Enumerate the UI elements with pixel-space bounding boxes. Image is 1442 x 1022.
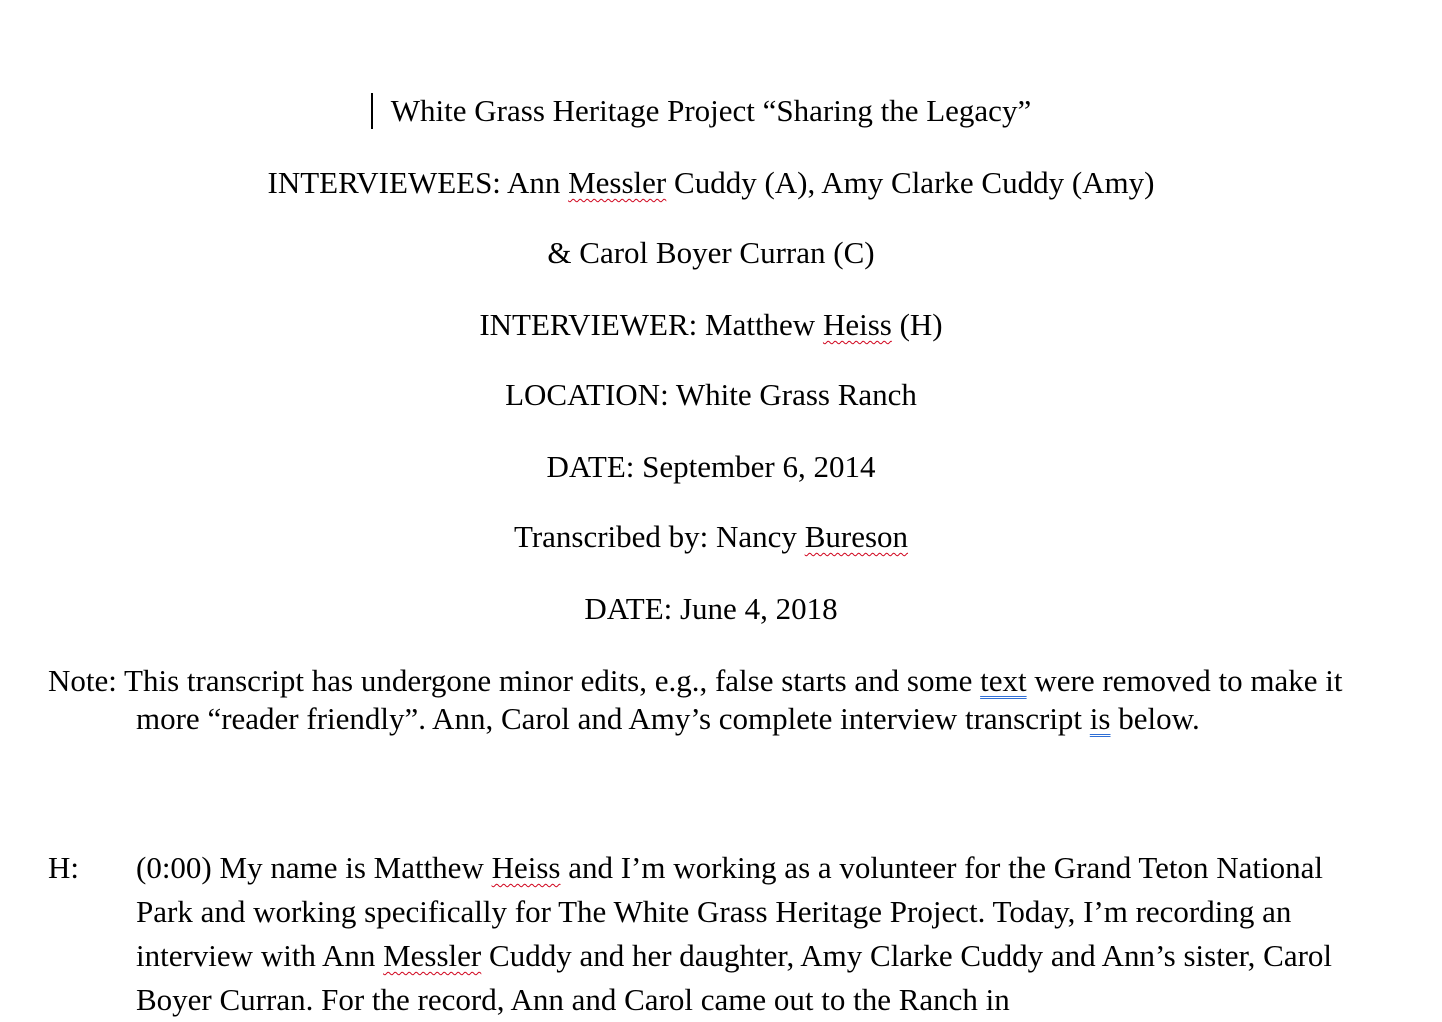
interviewer-text: INTERVIEWER: Matthew	[479, 307, 823, 342]
editing-note	[48, 662, 1348, 738]
interviewees-text-end: Cuddy (A), Amy Clarke Cuddy (Amy)	[666, 165, 1155, 200]
transcribed-date-text: DATE: June 4, 2018	[584, 591, 838, 626]
transcript-text-1: (0:00) My name is Matthew	[136, 850, 492, 885]
grammar-flag-text[interactable]: text	[980, 663, 1027, 698]
speaker-label: H:	[48, 850, 79, 885]
location-text: LOCATION: White Grass Ranch	[505, 377, 917, 412]
note-text-2: were removed to make it more “reader friendly”. Ann, Carol and Amy’s complete interview transcript	[136, 663, 1343, 736]
transcript-paragraph	[136, 846, 1351, 1022]
spelling-flag-heiss[interactable]: Heiss	[822, 307, 892, 342]
transcript-text-3: Cuddy and her daughter, Amy Clarke Cuddy and Ann’s sister, Carol Boyer Curran. For the record, Ann and Carol came out to the Ranch in	[136, 938, 1333, 1017]
spelling-flag-messler[interactable]: Messler	[568, 165, 667, 200]
spelling-flag-heiss-body[interactable]: Heiss	[491, 850, 561, 885]
transcript-text-2: and I’m working as a volunteer for the Grand Teton National Park and working specifically for The White Grass Heritage Project. Today, I’m recording an interview with Ann	[136, 850, 1324, 973]
document-title	[0, 93, 1422, 129]
interviewer-text-end: (H)	[891, 307, 943, 342]
interviewees-text: INTERVIEWEES: Ann	[267, 165, 569, 200]
location-line	[0, 377, 1422, 413]
transcribed-by-line	[0, 519, 1422, 555]
interviewer-line	[0, 307, 1422, 343]
interviewees-line	[0, 165, 1422, 201]
transcribed-date-line	[0, 591, 1422, 627]
interviewees-line2-text: & Carol Boyer Curran (C)	[547, 235, 875, 270]
transcribed-by-text: Transcribed by: Nancy	[513, 519, 805, 554]
grammar-flag-is[interactable]: is	[1089, 701, 1111, 736]
spelling-flag-messler-body[interactable]: Messler	[383, 938, 482, 973]
title-text: White Grass Heritage Project “Sharing the Legacy”	[390, 93, 1032, 128]
note-paragraph	[48, 662, 1348, 738]
spelling-flag-bureson[interactable]: Bureson	[804, 519, 909, 554]
note-text-3: below.	[1110, 701, 1200, 736]
interview-date-text: DATE: September 6, 2014	[546, 449, 876, 484]
interviewees-line-2	[0, 235, 1422, 271]
note-text-1: Note: This transcript has undergone minor edits, e.g., false starts and some	[48, 663, 981, 698]
interview-date-line	[0, 449, 1422, 485]
